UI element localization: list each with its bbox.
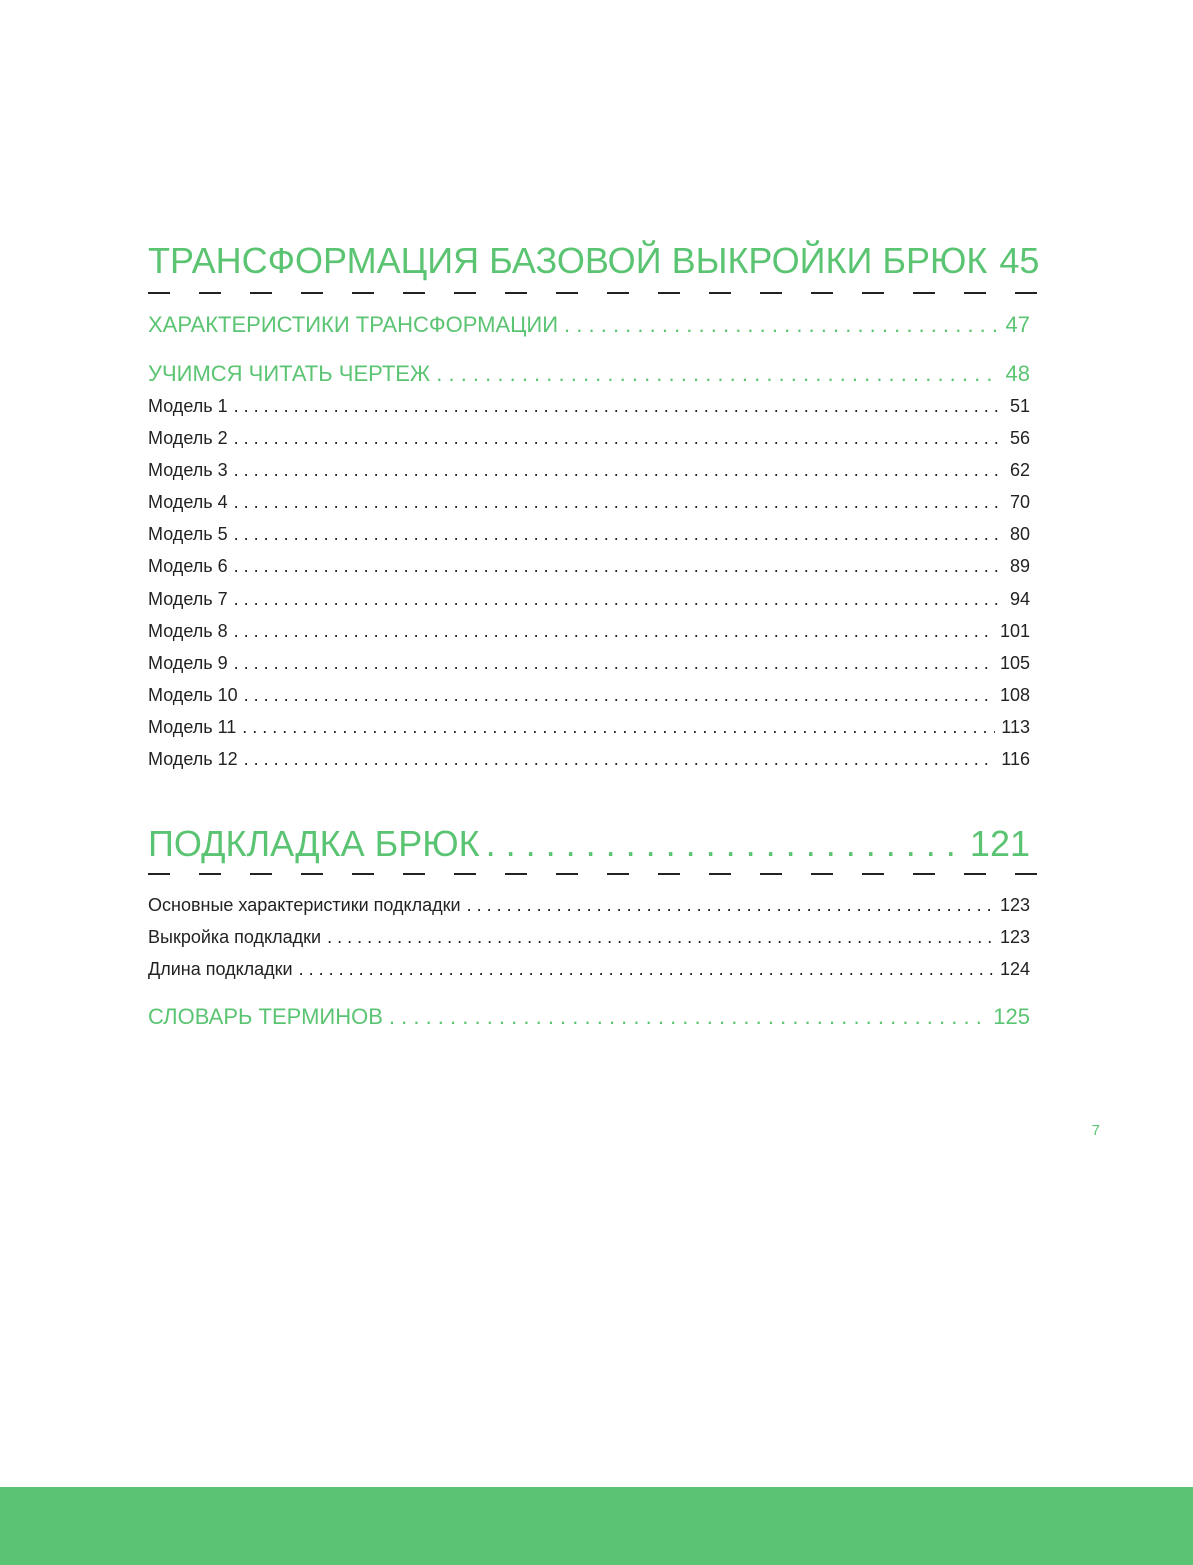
toc-model-page: 56 <box>1009 428 1030 448</box>
toc-entry-page: 47 <box>1005 312 1030 337</box>
dot-leader <box>564 312 999 338</box>
toc-entry-characteristics[interactable] <box>148 312 1030 338</box>
toc-section-lining[interactable] <box>148 823 1030 865</box>
section-divider-dashed <box>148 873 1046 875</box>
dot-leader <box>327 927 994 948</box>
toc-entry-lining-length[interactable] <box>148 959 1030 980</box>
toc-model-title: Модель 3 <box>148 460 228 480</box>
dot-leader <box>234 556 1004 577</box>
toc-entry-page: 123 <box>999 895 1030 915</box>
toc-model-page: 108 <box>999 685 1030 705</box>
toc-model-9[interactable] <box>148 653 1030 674</box>
toc-entry-page: 124 <box>999 959 1030 979</box>
toc-model-title: Модель 2 <box>148 428 228 448</box>
toc-model-page: 101 <box>999 621 1030 641</box>
footer-band <box>0 1487 1193 1565</box>
dot-leader <box>389 1004 987 1030</box>
toc-model-10[interactable] <box>148 685 1030 706</box>
toc-entry-title: УЧИМСЯ ЧИТАТЬ ЧЕРТЕЖ <box>148 361 431 386</box>
toc-entry-lining-pattern[interactable] <box>148 927 1030 948</box>
toc-entry-title: Выкройка подкладки <box>148 927 322 947</box>
toc-entry-glossary[interactable] <box>148 1004 1030 1030</box>
dot-leader <box>242 717 995 738</box>
toc-model-page: 62 <box>1009 460 1030 480</box>
toc-entry-title: СЛОВАРЬ ТЕРМИНОВ <box>148 1004 383 1029</box>
toc-model-page: 113 <box>1001 717 1030 737</box>
toc-model-title: Модель 5 <box>148 524 228 544</box>
dot-leader <box>244 749 996 770</box>
toc-model-page: 116 <box>1001 749 1030 769</box>
toc-model-4[interactable] <box>148 492 1030 513</box>
dot-leader <box>299 959 994 980</box>
dot-leader <box>244 685 994 706</box>
toc-model-1[interactable] <box>148 396 1030 417</box>
toc-model-page: 51 <box>1009 396 1030 416</box>
toc-entry-page: 125 <box>993 1004 1030 1029</box>
toc-model-title: Модель 6 <box>148 556 228 576</box>
toc-section-title: ПОДКЛАДКА БРЮК <box>148 823 480 864</box>
dot-leader <box>436 361 999 387</box>
toc-model-6[interactable] <box>148 556 1030 577</box>
toc-model-8[interactable] <box>148 621 1030 642</box>
toc-model-page: 94 <box>1009 589 1030 609</box>
toc-model-7[interactable] <box>148 589 1030 610</box>
toc-section-page: 45 <box>999 240 1040 281</box>
toc-entry-lining-characteristics[interactable] <box>148 895 1030 916</box>
toc-model-title: Модель 10 <box>148 685 238 705</box>
dot-leader <box>234 589 1004 610</box>
dot-leader <box>234 396 1004 417</box>
toc-model-5[interactable] <box>148 524 1030 545</box>
dot-leader <box>234 460 1004 481</box>
dot-leader <box>234 621 994 642</box>
dot-leader <box>234 492 1004 513</box>
toc-model-title: Модель 9 <box>148 653 228 673</box>
toc-model-page: 89 <box>1009 556 1030 576</box>
toc-model-page: 70 <box>1009 492 1030 512</box>
toc-model-title: Модель 1 <box>148 396 228 416</box>
dot-leader <box>234 653 994 674</box>
dot-leader <box>467 895 994 916</box>
toc-model-2[interactable] <box>148 428 1030 449</box>
toc-entry-page: 48 <box>1005 361 1030 386</box>
toc-entry-page: 123 <box>999 927 1030 947</box>
toc-entry-title: Длина подкладки <box>148 959 293 979</box>
dot-leader <box>234 524 1004 545</box>
toc-model-title: Модель 8 <box>148 621 228 641</box>
page-number: 7 <box>1091 1122 1100 1139</box>
dot-leader <box>234 428 1004 449</box>
toc-model-title: Модель 4 <box>148 492 228 512</box>
toc-entry-title: Основные характеристики подкладки <box>148 895 461 915</box>
toc-model-title: Модель 12 <box>148 749 238 769</box>
toc-model-title: Модель 11 <box>148 717 237 737</box>
toc-model-12[interactable] <box>148 749 1030 770</box>
toc-model-title: Модель 7 <box>148 589 228 609</box>
toc-section-title: ТРАНСФОРМАЦИЯ БАЗОВОЙ ВЫКРОЙКИ БРЮК <box>148 240 988 281</box>
toc-model-page: 80 <box>1009 524 1030 544</box>
toc-entry-reading-drawing[interactable] <box>148 361 1030 387</box>
toc-model-page: 105 <box>999 653 1030 673</box>
dot-leader <box>486 823 964 865</box>
toc-section-page: 121 <box>969 823 1030 864</box>
toc-model-3[interactable] <box>148 460 1030 481</box>
toc-entry-title: ХАРАКТЕРИСТИКИ ТРАНСФОРМАЦИИ <box>148 312 559 337</box>
toc-section-transformation[interactable] <box>148 240 1040 282</box>
toc-model-11[interactable] <box>148 717 1030 738</box>
section-divider-dashed <box>148 292 1046 294</box>
